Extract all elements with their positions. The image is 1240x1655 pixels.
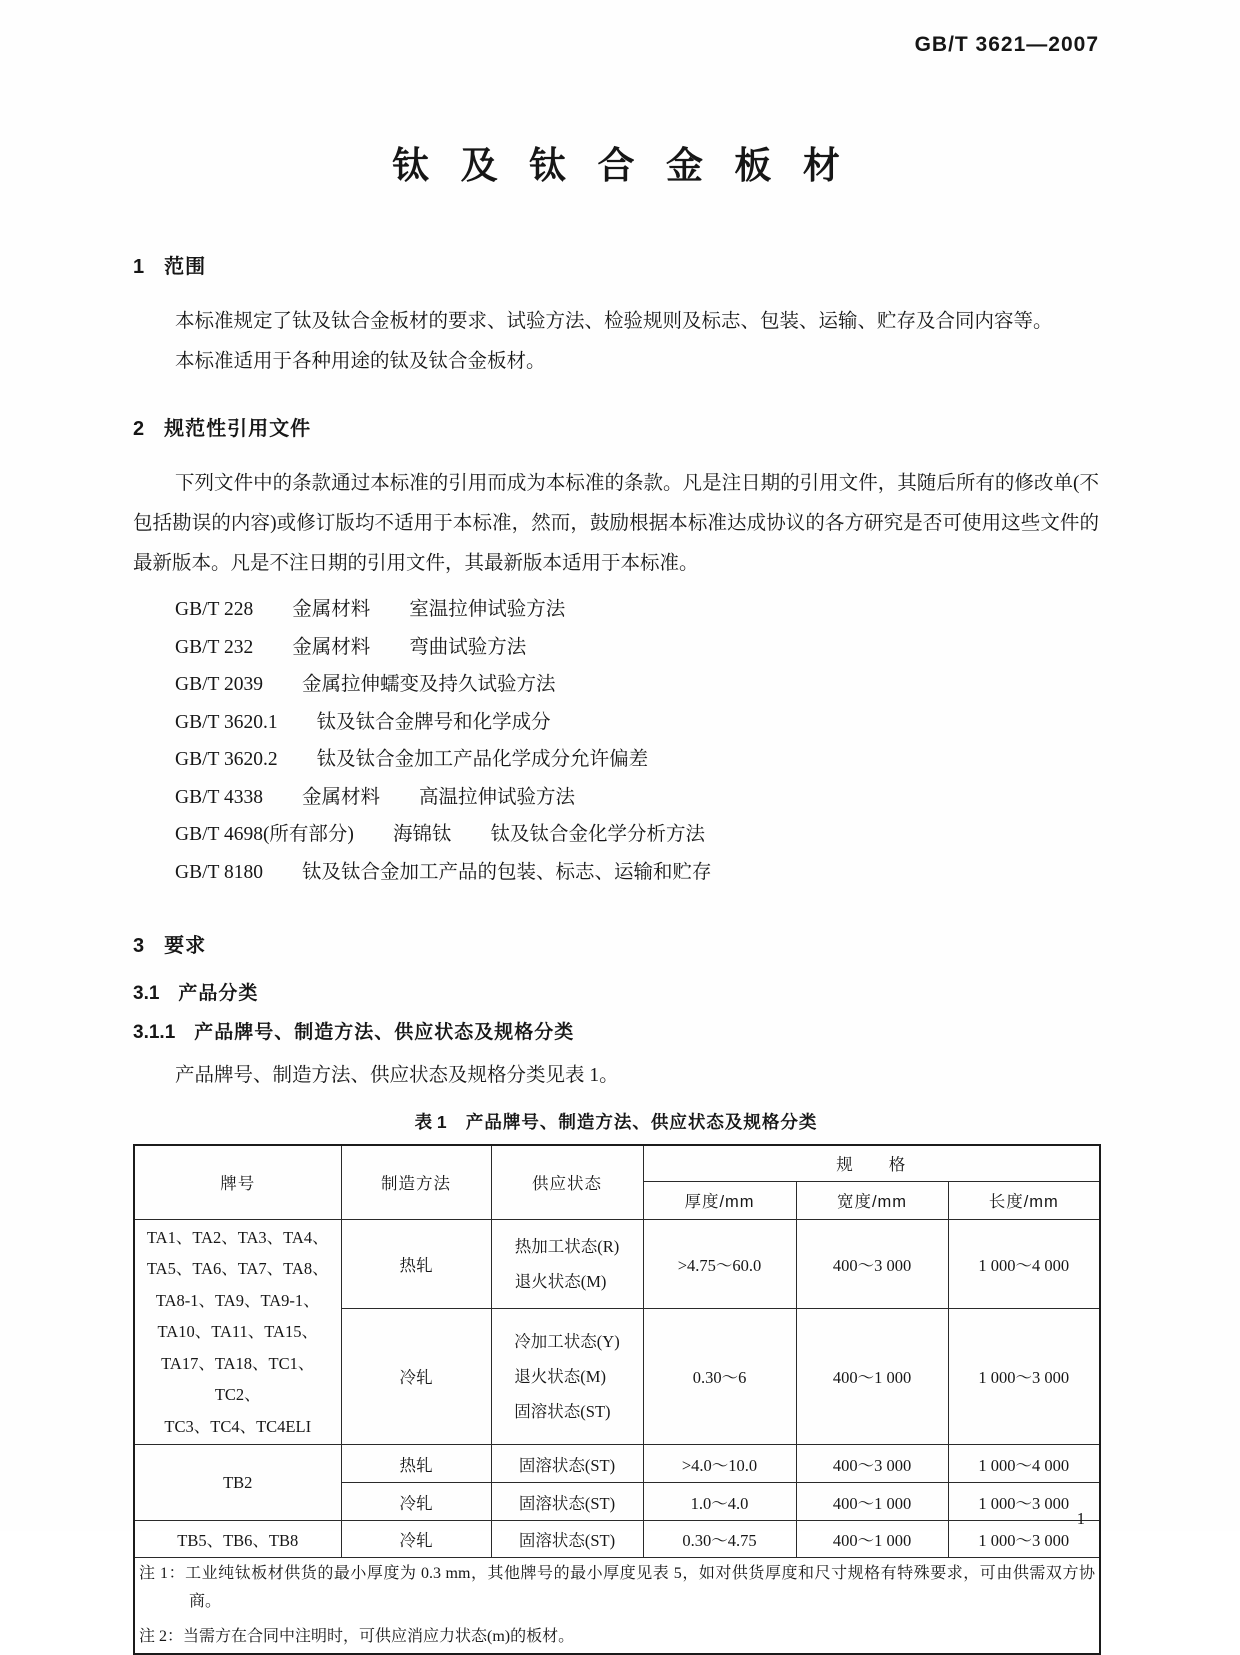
cell-brand-tb2: TB2 [134, 1445, 341, 1521]
section-2-heading [133, 416, 1099, 442]
table-1-caption-text: 产品牌号、制造方法、供应状态及规格分类 [465, 1112, 818, 1132]
section-2-paragraph: 下列文件中的条款通过本标准的引用而成为本标准的条款。凡是注日期的引用文件，其随后所有的修改单(不包括勘误的内容)或修订版均不适用于本标准，然而，鼓励根据本标准达成协议的各方研究是否可使用这些文件的最新版本。凡是不注日期的引用文件，其最新版本适用于本标准。 [133, 473, 1099, 574]
section-3-1-1-title: 产品牌号、制造方法、供应状态及规格分类 [194, 1022, 575, 1043]
reference-code: GB/T 3620.1 [175, 711, 278, 733]
reference-title: 金属材料 弯曲试验方法 [292, 636, 527, 658]
cell-thickness: 0.30～4.75 [643, 1521, 796, 1558]
brand-line: TA17、TA18、TC1、TC2、 [161, 1353, 315, 1404]
section-3-heading [133, 933, 1099, 959]
cell-length: 1 000～3 000 [948, 1521, 1100, 1558]
document-title-text: 钛及钛合金板材 [392, 145, 872, 186]
reference-title: 钛及钛合金牌号和化学成分 [316, 711, 551, 733]
cell-state [491, 1308, 643, 1444]
reference-item [175, 591, 1099, 629]
table-1-caption [133, 1110, 1099, 1134]
section-3-1-number: 3.1 [133, 983, 160, 1004]
cell-method: 冷轧 [341, 1521, 491, 1558]
document-title [133, 140, 1099, 192]
section-3-1-heading [133, 981, 1099, 1007]
state-line: 热加工状态(R) [514, 1236, 620, 1256]
table-note-2 [139, 1623, 1095, 1651]
section-1-paragraph-2: 本标准适用于各种用途的钛及钛合金板材。 [175, 351, 546, 372]
reference-title: 金属材料 高温拉伸试验方法 [301, 786, 575, 808]
column-header-spec: 规 格 [643, 1145, 1100, 1181]
table-row-tb2-hot [134, 1445, 1100, 1483]
section-3-number: 3 [133, 935, 145, 957]
cell-width: 400～1 000 [796, 1308, 948, 1444]
note-label: 注 2： [139, 1628, 184, 1645]
cell-method: 热轧 [341, 1445, 491, 1483]
cell-state: 固溶状态(ST) [491, 1483, 643, 1521]
reference-code: GB/T 232 [175, 636, 254, 658]
section-3-1-1-number: 3.1.1 [133, 1022, 176, 1043]
cell-width: 400～1 000 [796, 1521, 948, 1558]
table-notes-row [134, 1558, 1100, 1655]
reference-list [133, 591, 1099, 891]
reference-item [175, 704, 1099, 742]
column-header-thickness: 厚度/mm [643, 1181, 796, 1219]
reference-title: 钛及钛合金加工产品化学成分允许偏差 [316, 749, 649, 770]
reference-item [175, 816, 1099, 854]
table-header-row-1 [134, 1145, 1100, 1181]
column-header-state: 供应状态 [491, 1145, 643, 1219]
table-notes-cell [134, 1558, 1100, 1655]
cell-thickness: >4.75～60.0 [643, 1219, 796, 1308]
note-label: 注 1： [139, 1565, 186, 1582]
reference-item [175, 666, 1099, 704]
cell-length: 1 000～4 000 [948, 1219, 1100, 1308]
cell-length: 1 000～3 000 [948, 1308, 1100, 1444]
cell-thickness: 0.30～6 [643, 1308, 796, 1444]
cell-brand-tb5: TB5、TB6、TB8 [134, 1521, 341, 1558]
reference-item [175, 629, 1099, 667]
brand-line: TA10、TA11、TA15、 [157, 1322, 318, 1341]
column-header-width: 宽度/mm [796, 1181, 948, 1219]
table-row-tb5 [134, 1521, 1100, 1558]
state-line: 固溶状态(ST) [514, 1401, 611, 1421]
cell-state [491, 1219, 643, 1308]
reference-item [175, 854, 1099, 892]
column-header-length: 长度/mm [948, 1181, 1100, 1219]
state-line: 冷加工状态(Y) [514, 1331, 620, 1351]
state-line: 退火状态(M) [514, 1271, 607, 1291]
reference-title: 钛及钛合金加工产品的包装、标志、运输和贮存 [301, 861, 712, 883]
brand-line: TA1、TA2、TA3、TA4、 [146, 1227, 329, 1247]
table-1 [133, 1144, 1101, 1655]
section-1-title: 范围 [164, 256, 207, 278]
reference-code: GB/T 228 [175, 599, 254, 620]
note-text: 当需方在合同中注明时，可供应消应力状态(m)的板材。 [183, 1628, 575, 1645]
column-header-brand: 牌号 [134, 1145, 341, 1219]
section-2-title: 规范性引用文件 [164, 418, 312, 440]
page-number: 1 [1076, 1509, 1085, 1528]
cell-length: 1 000～3 000 [948, 1483, 1100, 1521]
state-line: 退火状态(M) [514, 1366, 606, 1386]
reference-code: GB/T 3620.2 [175, 749, 278, 770]
cell-length: 1 000～4 000 [948, 1445, 1100, 1483]
section-2-number: 2 [133, 418, 145, 440]
reference-code: GB/T 4698(所有部分) [175, 824, 354, 845]
reference-item [175, 779, 1099, 817]
standard-number: GB/T 3621—2007 [914, 33, 1099, 56]
section-3-1-title: 产品分类 [178, 983, 259, 1004]
brand-line: TA8-1、TA9、TA9-1、 [155, 1290, 320, 1310]
section-3-paragraph: 产品牌号、制造方法、供应状态及规格分类见表 1。 [175, 1065, 619, 1086]
reference-item [175, 741, 1099, 779]
reference-code: GB/T 8180 [175, 861, 263, 883]
brand-line: TC3、TC4、TC4ELI [164, 1416, 312, 1436]
note-text: 工业纯钛板材供货的最小厚度为 0.3 mm，其他牌号的最小厚度见表 5，如对供货厚度和尺寸规格有特殊要求，可由供需双方协商。 [185, 1565, 1095, 1610]
cell-width: 400～3 000 [796, 1219, 948, 1308]
cell-width: 400～3 000 [796, 1445, 948, 1483]
cell-state: 固溶状态(ST) [491, 1445, 643, 1483]
cell-method: 热轧 [341, 1219, 491, 1308]
section-3-title: 要求 [164, 935, 207, 957]
column-header-method: 制造方法 [341, 1145, 491, 1219]
reference-code: GB/T 2039 [175, 674, 263, 695]
reference-title: 金属材料 室温拉伸试验方法 [292, 599, 566, 620]
section-3-1-1-heading [133, 1020, 1099, 1046]
reference-code: GB/T 4338 [175, 786, 263, 808]
cell-method: 冷轧 [341, 1308, 491, 1444]
cell-thickness: 1.0～4.0 [643, 1483, 796, 1521]
cell-width: 400～1 000 [796, 1483, 948, 1521]
reference-title: 海锦钛 钛及钛合金化学分析方法 [392, 824, 705, 845]
cell-brand-ta [134, 1219, 341, 1445]
reference-title: 金属拉伸蠕变及持久试验方法 [301, 674, 556, 695]
section-1-number: 1 [133, 256, 145, 278]
cell-method: 冷轧 [341, 1483, 491, 1521]
section-1-heading [133, 254, 1099, 280]
section-1-paragraph-1: 本标准规定了钛及钛合金板材的要求、试验方法、检验规则及标志、包装、运输、贮存及合同内容等。 [175, 311, 1053, 332]
table-row-ta-hot [134, 1219, 1100, 1308]
table-1-caption-label: 表 1 [414, 1112, 447, 1132]
brand-line: TA5、TA6、TA7、TA8、 [146, 1259, 329, 1278]
table-note-1 [139, 1560, 1095, 1616]
cell-thickness: >4.0～10.0 [643, 1445, 796, 1483]
cell-state: 固溶状态(ST) [491, 1521, 643, 1558]
